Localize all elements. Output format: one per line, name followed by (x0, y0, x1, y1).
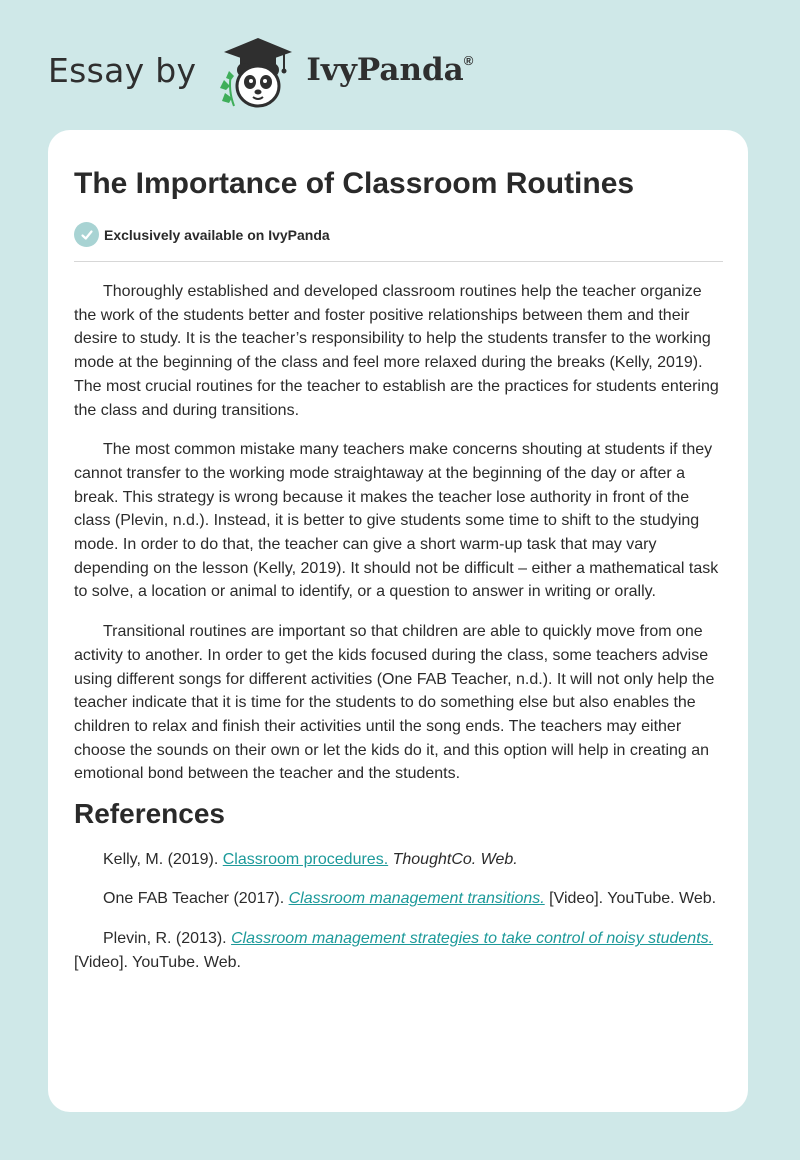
reference-link[interactable]: Classroom management strategies to take control of noisy students. (231, 930, 714, 948)
registered-mark: ® (463, 52, 474, 68)
reference-author: One FAB Teacher (2017). (103, 890, 289, 908)
exclusive-badge-text: Exclusively available on IvyPanda (104, 226, 330, 243)
reference-link[interactable]: Classroom management transitions. (288, 890, 545, 908)
reference-author: Kelly, M. (2019). (103, 850, 223, 868)
references-heading: References (74, 798, 225, 830)
reference-source: [Video]. YouTube. Web. (74, 953, 241, 971)
essay-body (74, 280, 726, 991)
divider (74, 261, 723, 262)
brand-name (306, 52, 473, 88)
check-icon (74, 222, 99, 247)
reference-item (74, 887, 726, 911)
paragraph: The most common mistake many teachers make concerns shouting at students if they cannot transfer to the working mode straightaway at the beginning of the day or after a break. This strategy is wrong because it makes the teacher lose authority in front of the class (Plevin, n.d.). Instead, it is better to give students some time to shift to the studying mode. In order to do that, the teacher can give a short warm-up task that may vary depending on the lesson (Kelly, 2019). It should not be difficult – either a mathematical task to solve, a location or animal to identify, or a question to answer in writing or orally. (74, 441, 719, 601)
paragraph: Transitional routines are important so that children are able to quickly move from one activity to another. In order to get the kids focused during the class, some teachers advise using different songs for different activities (One FAB Teacher, n.d.). It will not only help the teacher indicate that it is time for the students to do something else but also enables the children to relax and finish their activities until the song ends. The teachers may either choose the sounds on their own or let the kids do it, and this option will help in creating an emotional bond between the teacher and the students. (74, 623, 715, 783)
reference-item (74, 927, 726, 974)
reference-item (74, 848, 726, 872)
site-header (48, 30, 568, 110)
page-title: The Importance of Classroom Routines (74, 167, 635, 200)
reference-source: [Video]. YouTube. Web. (544, 890, 717, 908)
essay-by-label: Essay by (48, 50, 197, 90)
ivypanda-logo-icon (210, 30, 300, 110)
essay-card (48, 130, 748, 1112)
reference-source: ThoughtCo. Web. (388, 850, 518, 868)
reference-author: Plevin, R. (2013). (103, 930, 232, 948)
exclusive-badge (74, 222, 330, 247)
reference-link[interactable]: Classroom procedures. (222, 850, 389, 868)
brand-text: IvyPanda (306, 52, 464, 88)
paragraph: Thoroughly established and developed classroom routines help the teacher organize the work of the students better and foster positive relationships between them and their desire to study. It is the teacher’s responsibility to help the students transfer to the working mode at the beginning of the class and feel more relaxed during the breaks (Kelly, 2019). The most crucial routines for the teacher to establish are the practices for students entering the class and during transitions. (74, 283, 719, 419)
